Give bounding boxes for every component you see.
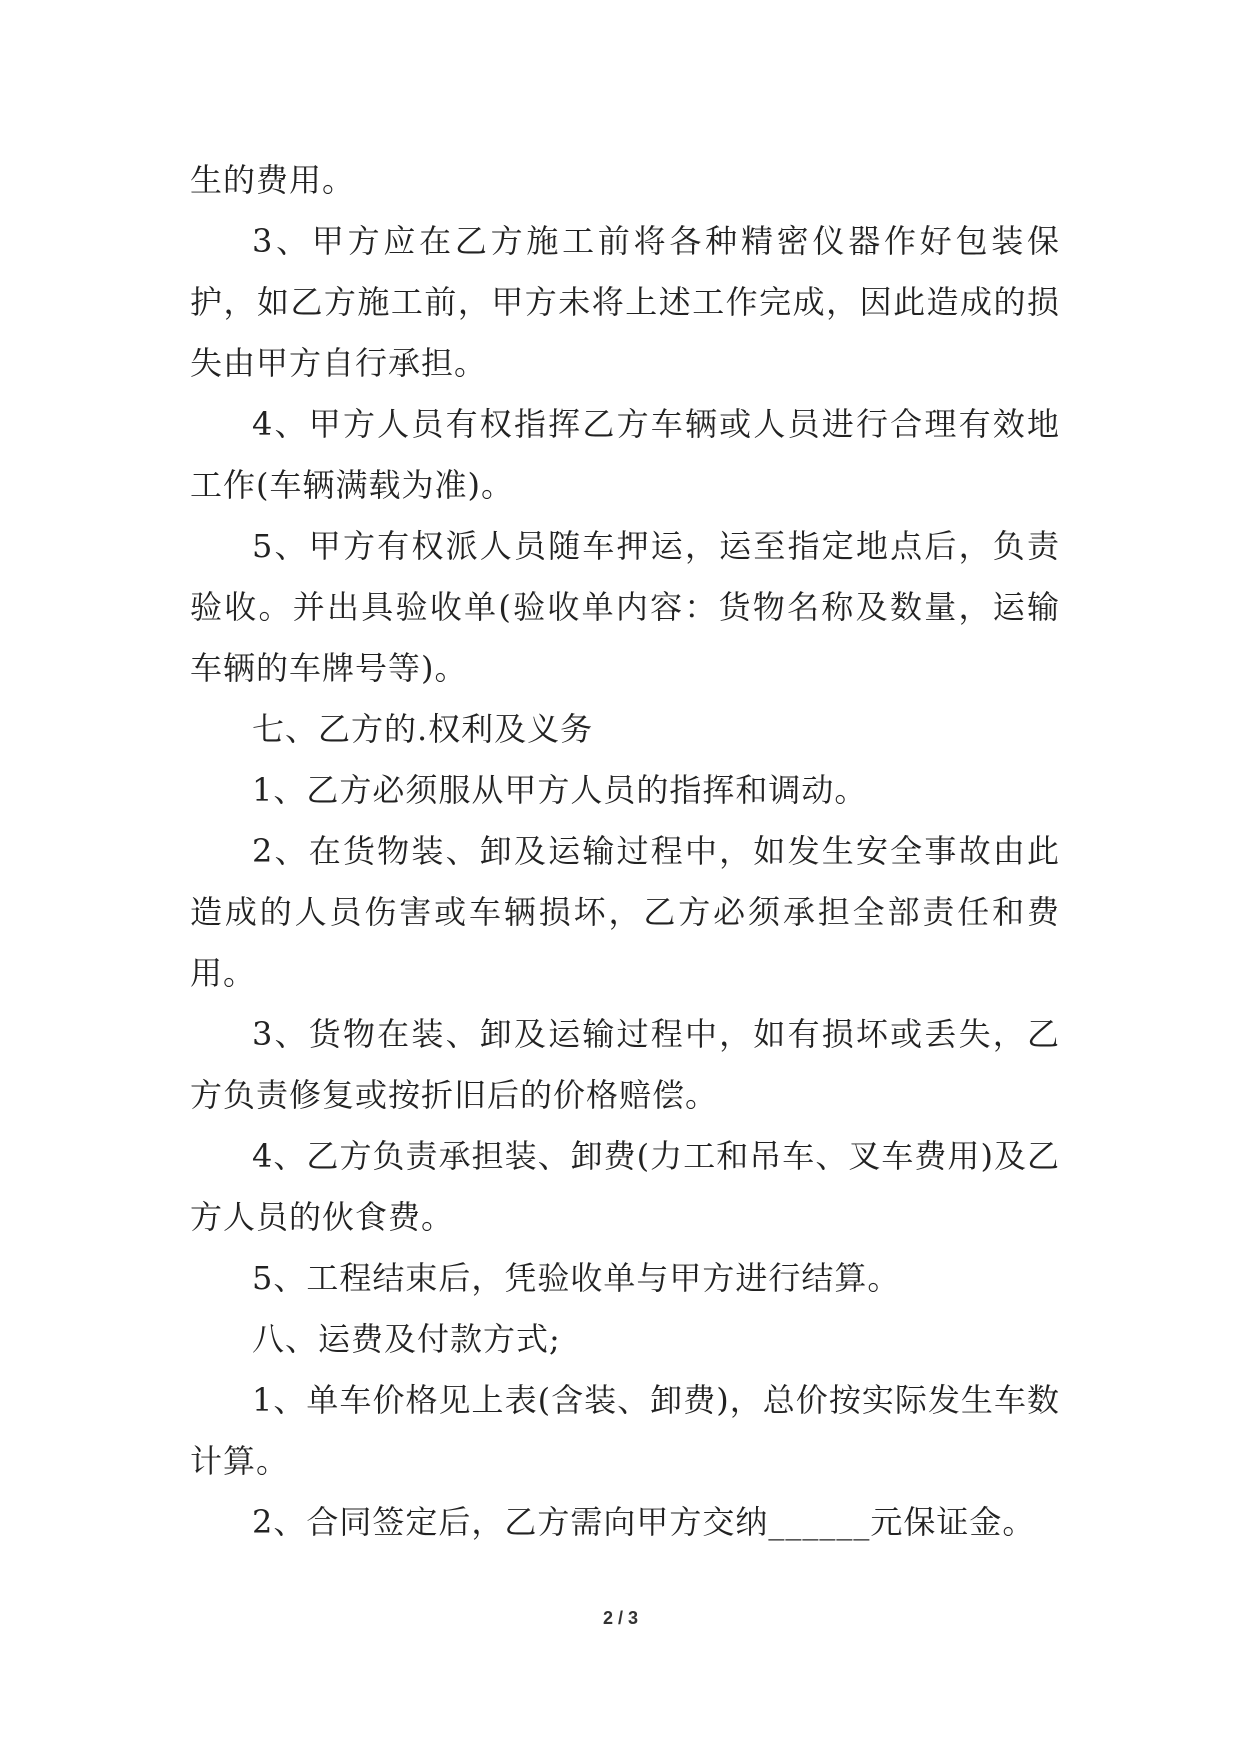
section-heading: 七、乙方的.权利及义务: [252, 710, 594, 748]
paragraph: 生的费用。: [190, 161, 356, 199]
paragraph: 5、工程结束后，凭验收单与甲方进行结算。: [252, 1259, 901, 1297]
page-number: 2 / 3: [602, 1608, 639, 1628]
section-heading: 八、运费及付款方式;: [252, 1320, 561, 1358]
paragraph: 1、单车价格见上表(含装、卸费)，总价按实际发生车数计算。: [190, 1381, 1060, 1480]
paragraph: 4、甲方人员有权指挥乙方车辆或人员进行合理有效地工作(车辆满载为准)。: [190, 405, 1060, 504]
paragraph: 2、在货物装、卸及运输过程中，如发生安全事故由此造成的人员伤害或车辆损坏，乙方必须承担全部责任和费用。: [190, 832, 1060, 992]
paragraph: 3、货物在装、卸及运输过程中，如有损坏或丢失，乙方负责修复或按折旧后的价格赔偿。: [190, 1015, 1060, 1114]
document-body: [190, 150, 1060, 1553]
paragraph: 4、乙方负责承担装、卸费(力工和吊车、叉车费用)及乙方人员的伙食费。: [190, 1137, 1060, 1236]
paragraph: 5、甲方有权派人员随车押运，运至指定地点后，负责验收。并出具验收单(验收单内容：货物名称及数量，运输车辆的车牌号等)。: [190, 527, 1060, 687]
paragraph: 1、乙方必须服从甲方人员的指挥和调动。: [252, 771, 868, 809]
paragraph: 3、甲方应在乙方施工前将各种精密仪器作好包装保护，如乙方施工前，甲方未将上述工作完成，因此造成的损失由甲方自行承担。: [190, 222, 1060, 382]
paragraph: 2、合同签定后，乙方需向甲方交纳______元保证金。: [252, 1503, 1036, 1541]
